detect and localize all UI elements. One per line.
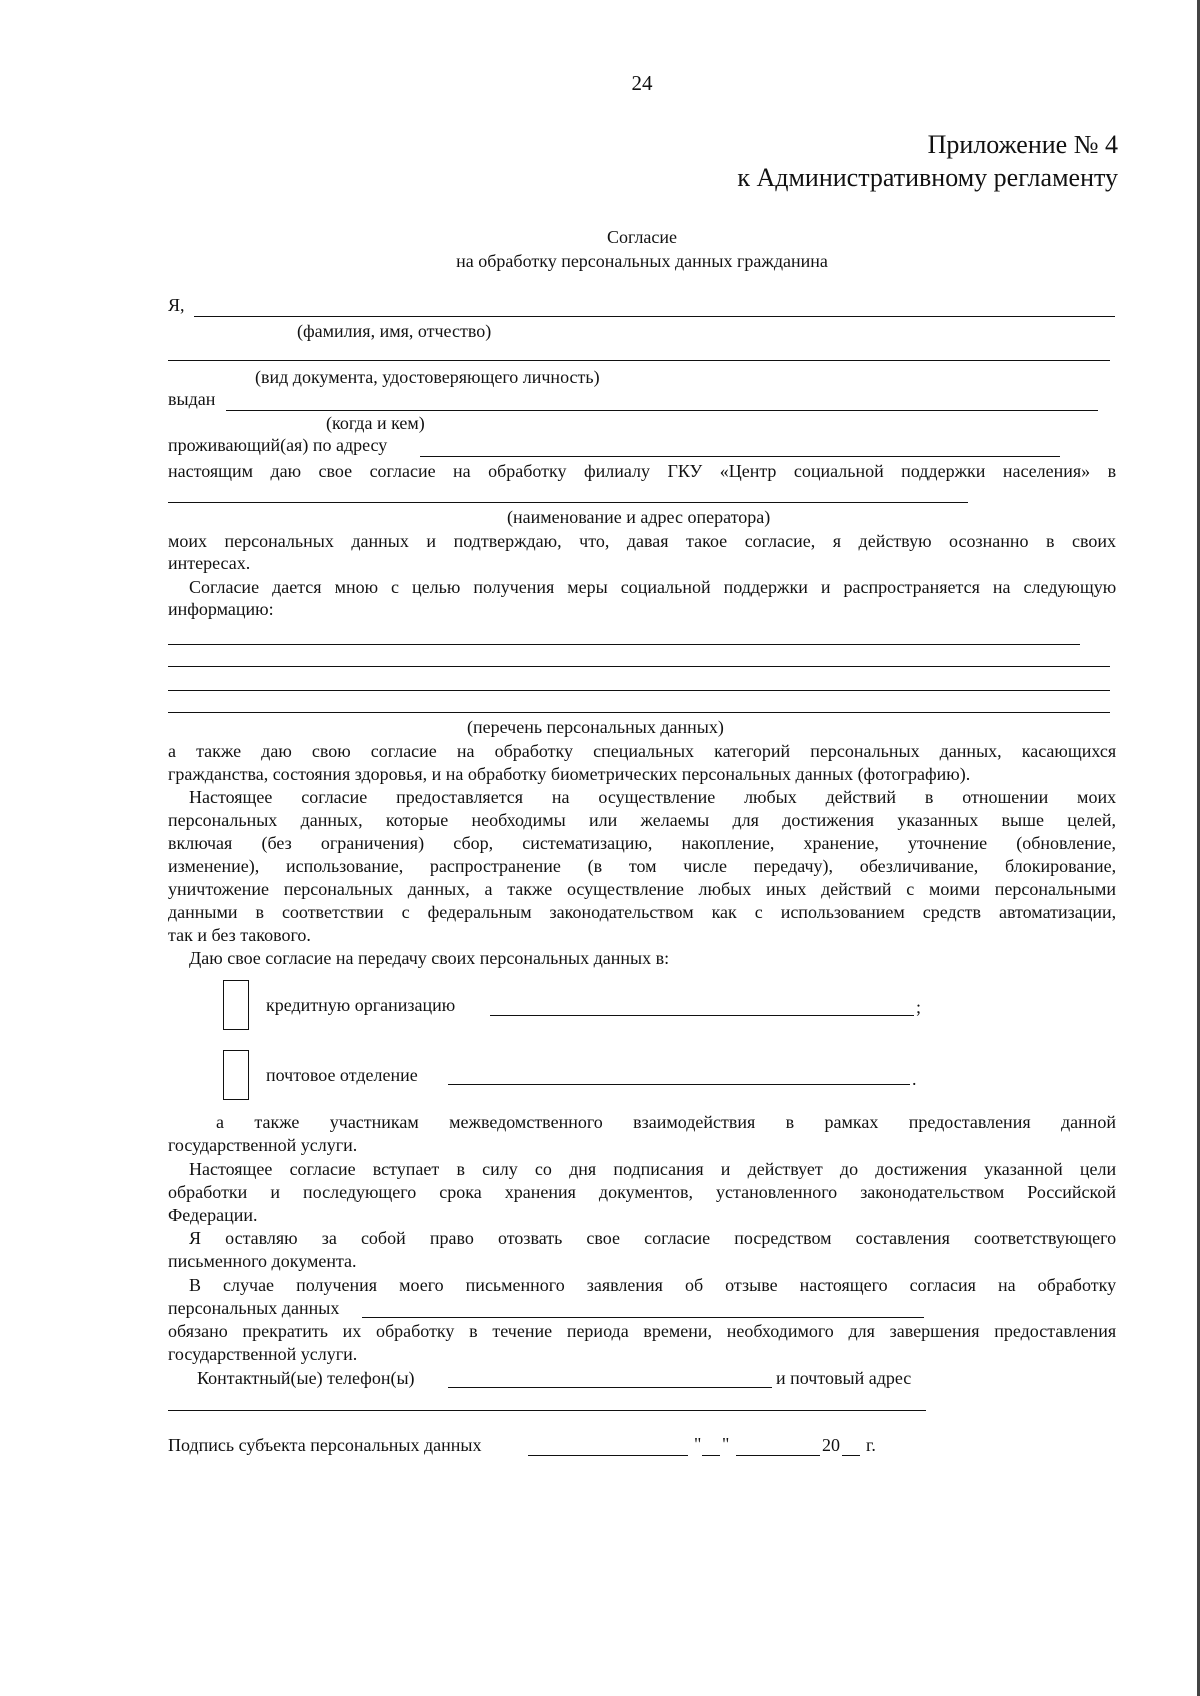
date-year-field[interactable] [842,1455,860,1456]
actions-paragraph-line6: данными в соответствии с федеральным законодательством как с использованием средств автоматизации, [168,902,1117,922]
appendix-header [737,128,1118,194]
date-year-prefix: 20 [822,1435,840,1455]
issued-label: выдан [168,389,216,409]
document-subtitle: на обработку персональных данных гражданина [456,251,828,271]
document-title: Согласие [606,227,678,247]
address-field[interactable] [420,456,1060,457]
date-day-field[interactable] [702,1455,720,1456]
actions-paragraph-line4: изменение), использование, распространение (в том числе передачу), обезличивание, блокирование, [168,856,1117,876]
appendix-reference: к Административному регламенту [737,163,1118,192]
post-office-field[interactable] [448,1084,910,1085]
validity-paragraph-line3: Федерации. [168,1205,258,1225]
data-list-caption: (перечень персональных данных) [467,717,724,737]
date-month-field[interactable] [736,1455,820,1456]
consent-operator-line: настоящим даю свое согласие на обработку филиалу ГКУ «Центр социальной поддержки населения» в [168,461,1117,481]
interest-paragraph-line1: моих персональных данных и подтверждаю, что, давая такое согласие, я действую осознанно в своих [168,531,1116,551]
validity-paragraph-line1: Настоящее согласие вступает в силу со дня подписания и действует до достижения указанной цели [189,1159,1117,1179]
transfer-intro: Даю свое согласие на передачу своих персональных данных в: [189,948,670,968]
fio-caption: (фамилия, имя, отчество) [297,321,492,341]
revoke-paragraph-line2: письменного документа. [168,1251,357,1271]
id-document-caption: (вид документа, удостоверяющего личность) [255,367,600,387]
withdrawal-operator-field[interactable] [362,1317,924,1318]
revoke-paragraph-line1: Я оставляю за собой право отозвать свое согласие посредством составления соответствующего [189,1228,1117,1248]
participants-paragraph-line2: государственной услуги. [168,1135,358,1155]
post-office-label: почтовое отделение [266,1065,418,1085]
data-list-field-1[interactable] [168,644,1080,645]
fio-field[interactable] [194,316,1115,317]
withdrawal-paragraph-line4: государственной услуги. [168,1344,358,1364]
phone-label: Контактный(ые) телефон(ы) [197,1368,415,1388]
data-list-field-4[interactable] [168,712,1110,713]
appendix-number: Приложение № 4 [927,130,1118,159]
withdrawal-paragraph-line1: В случае получения моего письменного заявления об отзыве настоящего согласия на обработку [189,1275,1117,1295]
postal-address-field[interactable] [168,1410,926,1411]
signature-field[interactable] [528,1455,688,1456]
actions-paragraph-line3: включая (без ограничения) сбор, систематизацию, накопление, хранение, уточнение (обновление, [168,833,1117,853]
credit-org-label: кредитную организацию [266,995,456,1015]
postal-address-label: и почтовый адрес [776,1368,912,1388]
date-quote-close: " [722,1434,730,1454]
goal-paragraph-line1: Согласие дается мною с целью получения меры социальной поддержки и распространяется на следующую [189,577,1117,597]
actions-paragraph-line7: так и без такового. [168,925,311,945]
date-quote-open: " [694,1434,702,1454]
goal-paragraph-line2: информацию: [168,599,274,619]
date-year-suffix: г. [866,1435,876,1455]
credit-org-field[interactable] [490,1015,914,1016]
issued-field[interactable] [226,410,1098,411]
special-paragraph-line2: гражданства, состояния здоровья, и на обработку биометрических персональных данных (фотографию). [168,764,971,784]
actions-paragraph-line1: Настоящее согласие предоставляется на осуществление любых действий в отношении моих [189,787,1117,807]
operator-field[interactable] [168,502,968,503]
interest-paragraph-line2: интересах. [168,553,251,573]
post-office-end: . [912,1069,917,1089]
data-list-field-3[interactable] [168,690,1110,691]
validity-paragraph-line2: обработки и последующего срока хранения документов, установленного законодательством Российской [168,1182,1116,1202]
i-label: Я, [168,295,185,315]
id-document-field[interactable] [168,360,1110,361]
credit-org-checkbox[interactable] [223,980,249,1030]
address-label: проживающий(ая) по адресу [168,435,388,455]
special-paragraph-line1: а также даю свою согласие на обработку специальных категорий персональных данных, касающихся [168,741,1117,761]
withdrawal-paragraph-line3: обязано прекратить их обработку в течение периода времени, необходимого для завершения предоставления [168,1321,1117,1341]
participants-paragraph-line1: а также участникам межведомственного взаимодействия в рамках предоставления данной [216,1112,1117,1132]
withdrawal-paragraph-line2: персональных данных [168,1298,340,1318]
credit-org-end: ; [916,997,922,1017]
signature-label: Подпись субъекта персональных данных [168,1435,482,1455]
data-list-field-2[interactable] [168,666,1110,667]
issued-caption: (когда и кем) [326,413,425,433]
phone-field[interactable] [448,1387,772,1388]
page-number: 24 [631,71,653,95]
post-office-checkbox[interactable] [223,1050,249,1100]
operator-caption: (наименование и адрес оператора) [507,507,771,527]
actions-paragraph-line5: уничтожение персональных данных, а также осуществление любых иных действий с моими персональными [168,879,1117,899]
actions-paragraph-line2: персональных данных, которые необходимы или желаемы для достижения указанных выше целей, [168,810,1117,830]
